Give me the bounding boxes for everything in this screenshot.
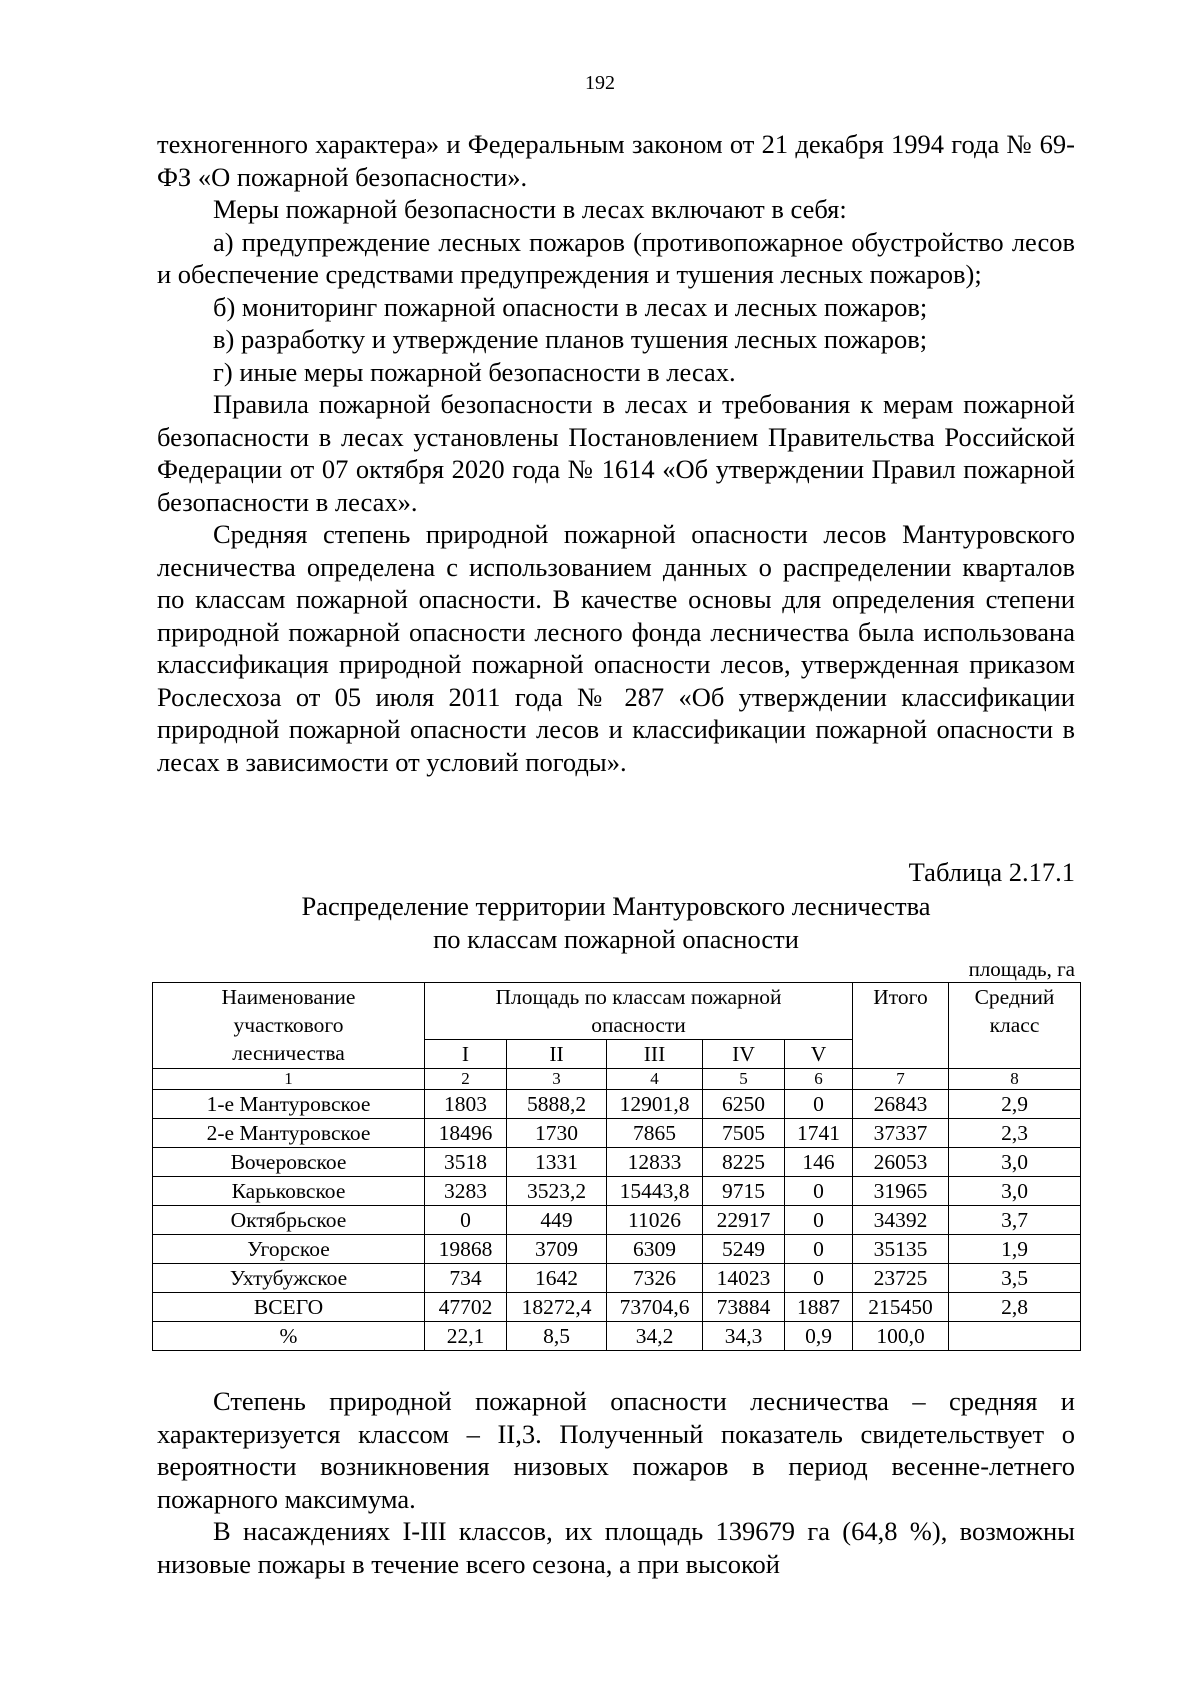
- table-cell: 0: [785, 1177, 853, 1206]
- table-cell: Карьковское: [153, 1177, 425, 1206]
- table-cell: 2,8: [949, 1293, 1081, 1322]
- table-cell: 34,2: [607, 1322, 703, 1351]
- table-cell: Ухтубужское: [153, 1264, 425, 1293]
- table-row: [153, 1090, 1081, 1119]
- fire-class-table: [152, 982, 1081, 1351]
- table-cell: 22917: [703, 1206, 785, 1235]
- header-class: I: [425, 1040, 507, 1069]
- header-name: Наименование участкового лесничества: [153, 983, 425, 1069]
- table-cell: 73884: [703, 1293, 785, 1322]
- table-cell: 449: [507, 1206, 607, 1235]
- col-number: 5: [703, 1069, 785, 1090]
- table-cell: 3,0: [949, 1177, 1081, 1206]
- header-class: V: [785, 1040, 853, 1069]
- page-number: 192: [585, 72, 615, 94]
- table-cell: 146: [785, 1148, 853, 1177]
- table-row: [153, 1235, 1081, 1264]
- table-cell: 1887: [785, 1293, 853, 1322]
- table-cell: 0: [425, 1206, 507, 1235]
- header-class: III: [607, 1040, 703, 1069]
- col-number: 3: [507, 1069, 607, 1090]
- table-cell: 7505: [703, 1119, 785, 1148]
- list-item: б) мониторинг пожарной опасности в лесах и лесных пожаров;: [213, 291, 928, 322]
- table-cell: 7326: [607, 1264, 703, 1293]
- table-cell: [949, 1322, 1081, 1351]
- table-row: [153, 1148, 1081, 1177]
- col-number: 1: [153, 1069, 425, 1090]
- table-cell: 215450: [853, 1293, 949, 1322]
- paragraph: В насаждениях I-III классов, их площадь 139679 га (64,8 %), возможны низовые пожары в течение всего сезона, а при высокой: [157, 1516, 1075, 1579]
- col-number: 8: [949, 1069, 1081, 1090]
- table-cell: 1741: [785, 1119, 853, 1148]
- table-cell: 3,5: [949, 1264, 1081, 1293]
- table-cell: 1803: [425, 1090, 507, 1119]
- table-cell: 0,9: [785, 1322, 853, 1351]
- paragraph: Степень природной пожарной опасности лесничества – средняя и характеризуется классом – II,3. Полученный показатель свидетельствует о вероятности возникновения низовых пожаров в период весенне-летнего пожарного максимума.: [157, 1386, 1075, 1514]
- table-cell: 3523,2: [507, 1177, 607, 1206]
- col-number: 7: [853, 1069, 949, 1090]
- table-cell: 6309: [607, 1235, 703, 1264]
- table-cell: 5249: [703, 1235, 785, 1264]
- table-cell: 0: [785, 1206, 853, 1235]
- table-cell: 23725: [853, 1264, 949, 1293]
- table-cell: 0: [785, 1090, 853, 1119]
- table-row: [153, 1177, 1081, 1206]
- col-number: 6: [785, 1069, 853, 1090]
- table-row: [153, 1206, 1081, 1235]
- paragraph: Средняя степень природной пожарной опасности лесов Мантуровского лесничества определена с использованием данных о распределении кварталов по классам пожарной опасности. В качестве основы для определения степени природной пожарной опасности лесного фонда лесничества была использована классификация природной пожарной опасности лесов, утвержденная приказом Рослесхоза от 05 июля 2011 года № 287 «Об утверждении классификации природной пожарной опасности лесов и классификации пожарной опасности в лесах в зависимости от условий погоды».: [157, 519, 1075, 777]
- table-cell: 47702: [425, 1293, 507, 1322]
- table-cell: 7865: [607, 1119, 703, 1148]
- table-row: [153, 1264, 1081, 1293]
- table-cell: 22,1: [425, 1322, 507, 1351]
- table-cell: 2,3: [949, 1119, 1081, 1148]
- table-cell: 26053: [853, 1148, 949, 1177]
- table-cell: 14023: [703, 1264, 785, 1293]
- table-cell: ВСЕГО: [153, 1293, 425, 1322]
- paragraph: Правила пожарной безопасности в лесах и требования к мерам пожарной безопасности в лесах установлены Постановлением Правительства Российской Федерации от 07 октября 2020 года № 1614 «Об утверждении Правил пожарной безопасности в лесах».: [157, 389, 1075, 517]
- table-cell: Октябрьское: [153, 1206, 425, 1235]
- table-cell: 5888,2: [507, 1090, 607, 1119]
- table-cell: 12833: [607, 1148, 703, 1177]
- table-cell: 6250: [703, 1090, 785, 1119]
- paragraph: техногенного характера» и Федеральным законом от 21 декабря 1994 года № 69-ФЗ «О пожарной безопасности».: [157, 129, 1075, 192]
- table-cell: 18496: [425, 1119, 507, 1148]
- table-title-line: по классам пожарной опасности: [433, 924, 799, 954]
- table-cell: 2,9: [949, 1090, 1081, 1119]
- table-cell: 18272,4: [507, 1293, 607, 1322]
- col-number: 4: [607, 1069, 703, 1090]
- table-cell: 35135: [853, 1235, 949, 1264]
- table-cell: 2-е Мантуровское: [153, 1119, 425, 1148]
- header-avg-class: Средний класс: [949, 983, 1081, 1069]
- table-cell: 3,0: [949, 1148, 1081, 1177]
- table-units: площадь, га: [968, 957, 1075, 981]
- table-cell: 11026: [607, 1206, 703, 1235]
- table-cell: 8,5: [507, 1322, 607, 1351]
- header-class: II: [507, 1040, 607, 1069]
- table-cell: 15443,8: [607, 1177, 703, 1206]
- table-cell: 3518: [425, 1148, 507, 1177]
- table-title: [157, 890, 1075, 956]
- table-cell: 734: [425, 1264, 507, 1293]
- body-text-bottom: [157, 1385, 1075, 1580]
- table-cell: 34,3: [703, 1322, 785, 1351]
- table-cell: %: [153, 1322, 425, 1351]
- list-item: в) разработку и утверждение планов тушения лесных пожаров;: [213, 324, 928, 354]
- table-cell: 31965: [853, 1177, 949, 1206]
- table-cell: 1730: [507, 1119, 607, 1148]
- table-cell: 0: [785, 1235, 853, 1264]
- table-cell: 8225: [703, 1148, 785, 1177]
- table-cell: 19868: [425, 1235, 507, 1264]
- table-cell: 1,9: [949, 1235, 1081, 1264]
- table-cell: 100,0: [853, 1322, 949, 1351]
- list-item: а) предупреждение лесных пожаров (противопожарное обустройство лесов и обеспечение средствами предупреждения и тушения лесных пожаров);: [157, 226, 1075, 289]
- header-class: IV: [703, 1040, 785, 1069]
- table-cell: 12901,8: [607, 1090, 703, 1119]
- table-cell: 3,7: [949, 1206, 1081, 1235]
- table-label: Таблица 2.17.1: [908, 857, 1075, 887]
- table-cell: 3709: [507, 1235, 607, 1264]
- table-cell: 34392: [853, 1206, 949, 1235]
- table-cell: 9715: [703, 1177, 785, 1206]
- header-area-by-class: Площадь по классам пожарной опасности: [425, 983, 853, 1040]
- body-text-top: [157, 128, 1075, 778]
- table-cell: 1-е Мантуровское: [153, 1090, 425, 1119]
- table-cell: 37337: [853, 1119, 949, 1148]
- table-cell: 73704,6: [607, 1293, 703, 1322]
- table-row: [153, 1119, 1081, 1148]
- table-title-line: Распределение территории Мантуровского лесничества: [301, 891, 931, 921]
- table-row-total: [153, 1293, 1081, 1322]
- list-item: г) иные меры пожарной безопасности в лесах.: [213, 356, 736, 387]
- table-cell: Вочеровское: [153, 1148, 425, 1177]
- table-cell: Угорское: [153, 1235, 425, 1264]
- table-cell: 26843: [853, 1090, 949, 1119]
- table-cell: 1331: [507, 1148, 607, 1177]
- table-cell: 1642: [507, 1264, 607, 1293]
- table-cell: 0: [785, 1264, 853, 1293]
- table-cell: 3283: [425, 1177, 507, 1206]
- paragraph: Меры пожарной безопасности в лесах включают в себя:: [213, 194, 847, 224]
- header-total: Итого: [853, 983, 949, 1069]
- col-number: 2: [425, 1069, 507, 1090]
- table-row-percent: [153, 1322, 1081, 1351]
